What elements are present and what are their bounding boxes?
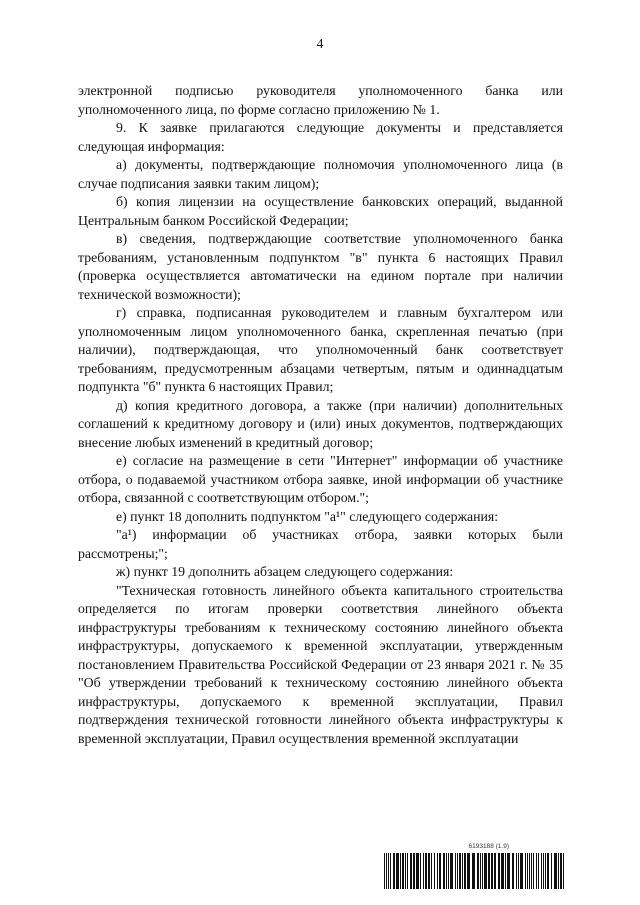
page-number: 4	[316, 36, 324, 51]
paragraph: электронной подписью руководителя уполномоченного банка или уполномоченного лица, по форме согласно приложению № 1.	[78, 83, 563, 117]
paragraph: 9. К заявке прилагаются следующие документы и представляется следующая информация:	[78, 120, 563, 154]
paragraph: в) сведения, подтверждающие соответствие уполномоченного банка требованиям, установленным подпунктом "в" пункта 6 настоящих Правил (проверка осуществляется автоматически на едином портале при наличии технической возможности);	[78, 231, 563, 302]
barcode-block	[384, 843, 564, 893]
document-code: 6193188 (1.9)	[468, 843, 509, 850]
paragraph: а) документы, подтверждающие полномочия уполномоченного лица (в случае подписания заявки таким лицом);	[78, 157, 563, 191]
barcode-image	[384, 853, 564, 889]
paragraph: д) копия кредитного договора, а также (при наличии) дополнительных соглашений к кредитному договору и (или) иных документов, подтверждающих внесение любых изменений в кредитный договор;	[78, 397, 563, 450]
paragraph: г) справка, подписанная руководителем и главным бухгалтером или уполномоченным лицом уполномоченного банка, скрепленная печатью (при наличии), подтверждающая, что уполномоченный банк соответствует требованиям, предусмотренным абзацами четвертым, пятым и одиннадцатым подпункта "б" пункта 6 настоящих Правил;	[78, 305, 563, 394]
paragraph: е) согласие на размещение в сети "Интернет" информации об участнике отбора, о подаваемой участником отбора заявке, иной информации об участнике отбора, связанной с соответствующим отбором.";	[78, 453, 563, 505]
paragraph: б) копия лицензии на осуществление банковских операций, выданной Центральным банком Российской Федерации;	[78, 194, 563, 228]
document-body	[78, 82, 563, 748]
paragraph: "а¹) информации об участниках отбора, заявки которых были рассмотрены;";	[78, 527, 563, 561]
paragraph: е) пункт 18 дополнить подпунктом "а¹" следующего содержания:	[116, 508, 499, 524]
paragraph: "Техническая готовность линейного объекта капитального строительства определяется по итогам проверки соответствия линейного объекта инфраструктуры требованиям к техническому состоянию линейного объекта инфраструктуры, допускаемого к временной эксплуатации, утвержденным постановлением Правительства Российской Федерации от 23 января 2021 г. № 35 "Об утверждении требований к техническому состоянию линейного объекта инфраструктуры, допускаемого к временной эксплуатации, Правил подтверждения технической готовности линейного объекта инфраструктуры к временной эксплуатации, Правил осуществления временной эксплуатации	[78, 582, 563, 746]
paragraph: ж) пункт 19 дополнить абзацем следующего содержания:	[116, 564, 454, 579]
